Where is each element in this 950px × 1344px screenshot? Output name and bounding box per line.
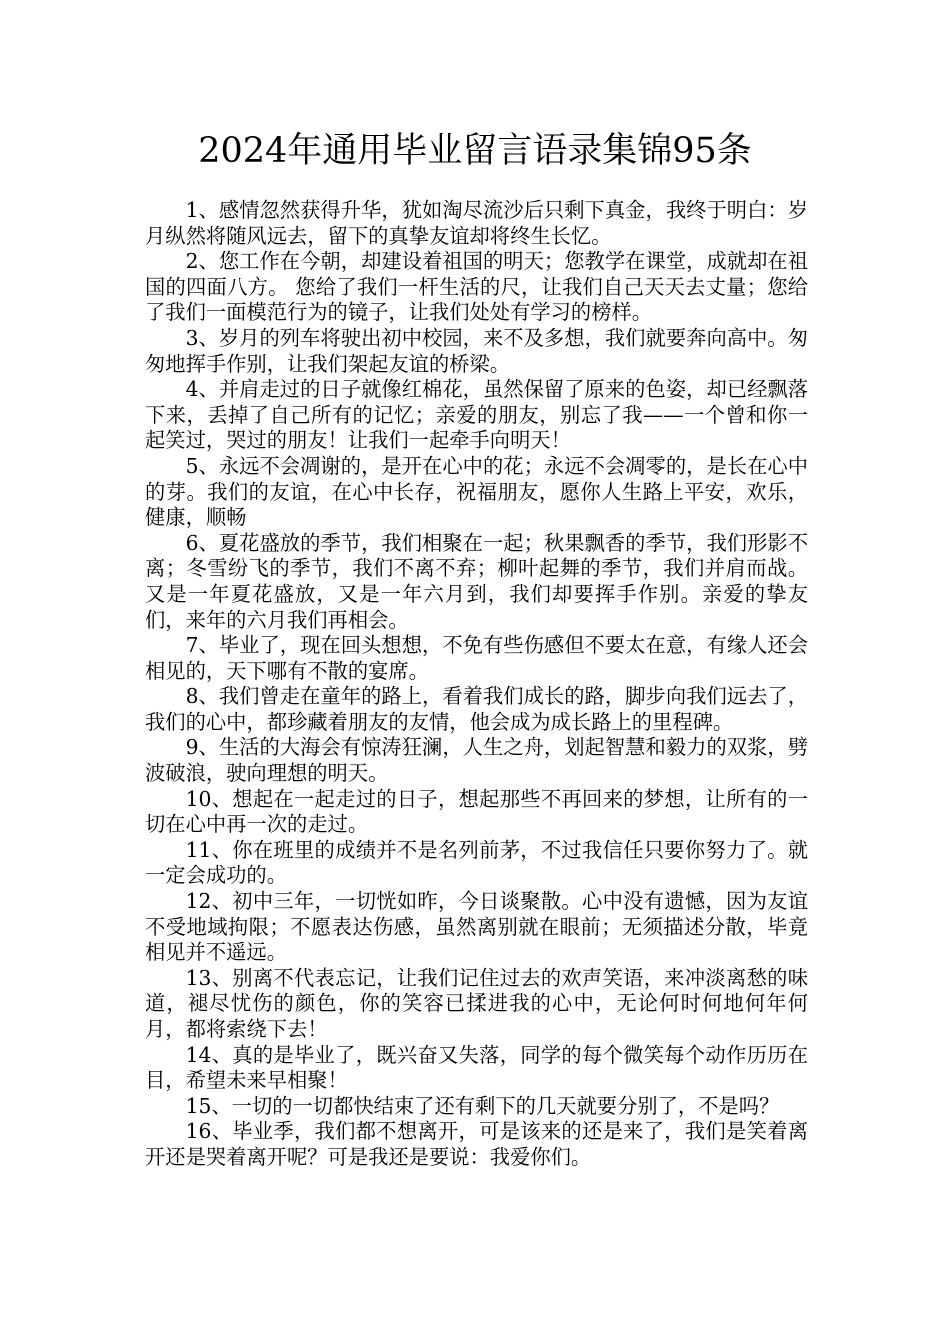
paragraph: 11、你在班里的成绩并不是名列前茅，不过我信任只要你努力了。就一定会成功的。 (145, 837, 808, 888)
paragraph: 14、真的是毕业了，既兴奋又失落，同学的每个微笑每个动作历历在目，希望未来早相聚！ (145, 1042, 808, 1093)
paragraph: 13、别离不代表忘记，让我们记住过去的欢声笑语，来冲淡离愁的味道，褪尽忧伤的颜色，你的笑容已揉进我的心中，无论何时何地何年何月，都将索绕下去！ (145, 965, 808, 1041)
paragraph: 10、想起在一起走过的日子，想起那些不再回来的梦想，让所有的一切在心中再一次的走过。 (145, 786, 808, 837)
paragraph: 1、感情忽然获得升华，犹如淘尽流沙后只剩下真金，我终于明白：岁月纵然将随风远去，留下的真挚友谊却将终生长忆。 (145, 198, 808, 248)
paragraph: 9、生活的大海会有惊涛狂澜，人生之舟，划起智慧和毅力的双浆，劈波破浪，驶向理想的明天。 (145, 735, 808, 786)
paragraph: 15、一切的一切都快结束了还有剩下的几天就要分别了，不是吗？ (185, 1093, 780, 1118)
paragraph: 12、初中三年，一切恍如昨，今日谈聚散。心中没有遗憾，因为友谊不受地域拘限；不愿表达伤感，虽然离别就在眼前；无须描述分散，毕竟相见并不遥远。 (145, 889, 808, 965)
paragraph: 16、毕业季，我们都不想离开，可是该来的还是来了，我们是笑着离开还是哭着离开呢？可是我还是要说：我爱你们。 (145, 1119, 808, 1169)
paragraph: 3、岁月的列车将驶出初中校园，来不及多想，我们就要奔向高中。匆匆地挥手作别，让我们架起友谊的桥梁。 (145, 325, 808, 376)
paragraph: 8、我们曾走在童年的路上，看着我们成长的路，脚步向我们远去了，我们的心中，都珍藏着朋友的友情，他会成为成长路上的里程碑。 (145, 684, 808, 734)
document-body (145, 198, 808, 1171)
document-title: 2024年通用毕业留言语录集锦95条 (198, 131, 752, 171)
paragraph: 2、您工作在今朝，却建设着祖国的明天；您教学在课堂，成就却在祖国的四面八方。 您给了我们一杆生活的尺，让我们自己天天去丈量；您给了我们一面模范行为的镜子，让我们处处有学习的榜样。 (145, 249, 808, 325)
paragraph: 4、并肩走过的日子就像红棉花，虽然保留了原来的色姿，却已经飘落下来，丢掉了自己所有的记忆；亲爱的朋友，别忘了我——一个曾和你一起笑过，哭过的朋友！让我们一起牵手向明天！ (145, 377, 808, 453)
paragraph: 7、毕业了，现在回头想想，不免有些伤感但不要太在意，有缘人还会相见的，天下哪有不散的宴席。 (145, 633, 808, 683)
paragraph: 6、夏花盛放的季节，我们相聚在一起；秋果飘香的季节，我们形影不离；冬雪纷飞的季节，我们不离不弃；柳叶起舞的季节，我们并肩而战。又是一年夏花盛放，又是一年六月到，我们却要挥手作别。亲爱的挚友们，来年的六月我们再相会。 (145, 530, 808, 632)
paragraph: 5、永远不会凋谢的，是开在心中的花；永远不会凋零的，是长在心中的芽。我们的友谊，在心中长存，祝福朋友，愿你人生路上平安，欢乐，健康，顺畅 (145, 453, 808, 530)
